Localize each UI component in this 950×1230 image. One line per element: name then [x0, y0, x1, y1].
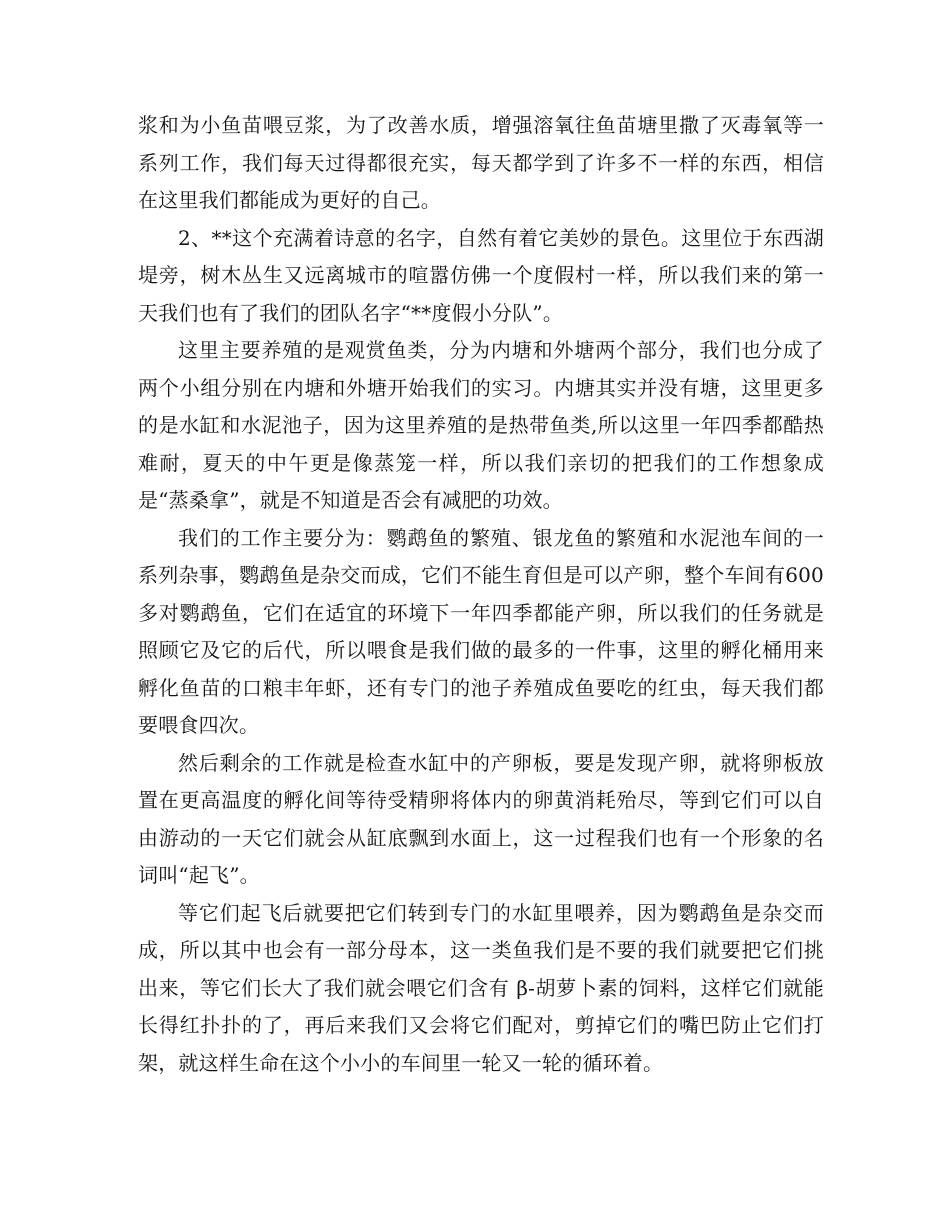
- paragraph-5: 然后剩余的工作就是检查水缸中的产卵板，要是发现产卵，就将卵板放置在更高温度的孵化间等待受精卵将体内的卵黄消耗殆尽，等到它们可以自由游动的一天它们就会从缸底飘到水面上，这一过程我们也有一个形象的名词叫“起飞”。: [138, 750, 824, 887]
- paragraph-3: 这里主要养殖的是观赏鱼类，分为内塘和外塘两个部分，我们也分成了两个小组分别在内塘和外塘开始我们的实习。内塘其实并没有塘，这里更多的是水缸和水泥池子，因为这里养殖的是热带鱼类,所以这里一年四季都酷热难耐，夏天的中午更是像蒸笼一样，所以我们亲切的把我们的工作想象成是“蒸桑拿”，就是不知道是否会有减肥的功效。: [138, 338, 824, 512]
- paragraph-4: 我们的工作主要分为：鹦鹉鱼的繁殖、银龙鱼的繁殖和水泥池车间的一系列杂事，鹦鹉鱼是杂交而成，它们不能生育但是可以产卵，整个车间有600多对鹦鹉鱼，它们在适宜的环境下一年四季都能产卵，所以我们的任务就是照顾它及它的后代，所以喂食是我们做的最多的一件事，这里的孵化桶用来孵化鱼苗的口粮丰年虾，还有专门的池子养殖成鱼要吃的红虫，每天我们都要喂食四次。: [138, 525, 824, 737]
- document-body: [138, 107, 824, 1082]
- paragraph-1: 浆和为小鱼苗喂豆浆，为了改善水质，增强溶氧往鱼苗塘里撒了灭毒氧等一系列工作，我们每天过得都很充实，每天都学到了许多不一样的东西，相信在这里我们都能成为更好的自己。: [138, 113, 824, 212]
- paragraph-2: 2、**这个充满着诗意的名字，自然有着它美妙的景色。这里位于东西湖堤旁，树木丛生又远离城市的喧嚣仿佛一个度假村一样，所以我们来的第一天我们也有了我们的团队名字“**度假小分队”。: [138, 225, 824, 325]
- paragraph-6: 等它们起飞后就要把它们转到专门的水缸里喂养，因为鹦鹉鱼是杂交而成，所以其中也会有一部分母本，这一类鱼我们是不要的我们就要把它们挑出来，等它们长大了我们就会喂它们含有 β-胡萝卜素的饲料，这样它们就能长得红扑扑的了，再后来我们又会将它们配对，剪掉它们的嘴巴防止它们打架，就这样生命在这个小小的车间里一轮又一轮的循环着。: [138, 900, 824, 1075]
